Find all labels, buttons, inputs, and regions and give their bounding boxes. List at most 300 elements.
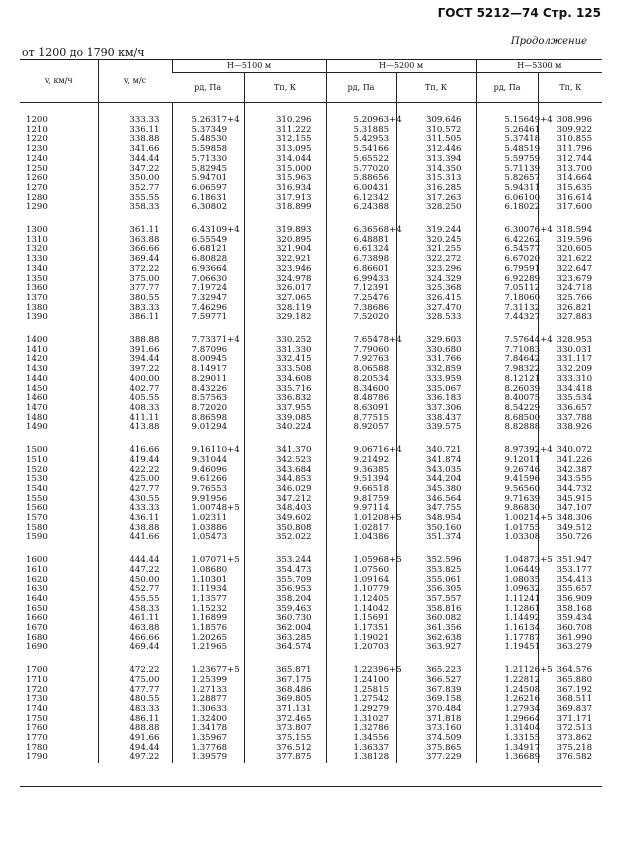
cell-pressure-5100: 5.82945	[172, 165, 244, 175]
cell-temp-5300: 313.700	[538, 165, 602, 175]
cell-pressure-5200: 6.24388	[326, 203, 396, 213]
cell-speed-ms: 477.77	[98, 686, 172, 696]
cell-pressure-5300: 6.18022	[476, 203, 538, 213]
cell-pressure-5100: 1.02311	[172, 514, 244, 524]
cell-speed-kmh: 1530	[26, 474, 48, 485]
table-row	[20, 753, 602, 763]
cell-pressure-5200: 1.07560	[326, 566, 396, 576]
cell-speed-ms: 358.33	[98, 203, 172, 213]
cell-temp-5100: 371.131	[244, 705, 326, 715]
cell-temp-5200: 344.204	[396, 475, 476, 485]
cell-pressure-5300: 1.36689	[476, 753, 538, 763]
cell-speed-kmh: 1240	[26, 153, 48, 164]
cell-speed-kmh: 1760	[26, 723, 48, 734]
cell-temp-5300: 354.413	[538, 576, 602, 586]
cell-temp-5200: 366.527	[396, 676, 476, 686]
cell-temp-5100: 341.370	[244, 446, 326, 456]
cell-pressure-5200: 1.32786	[326, 724, 396, 734]
cell-speed-kmh: 1410	[26, 344, 48, 355]
cell-temp-5100: 358.204	[244, 595, 326, 605]
cell-pressure-5300: 8.82888	[476, 423, 538, 433]
cell-speed-kmh: 1320	[26, 244, 48, 255]
cell-temp-5100: 352.022	[244, 533, 326, 543]
cell-temp-5300: 324.718	[538, 284, 602, 294]
cell-temp-5300: 344.732	[538, 485, 602, 495]
cell-pressure-5200: 8.20534	[326, 375, 396, 385]
cell-temp-5200: 353.825	[396, 566, 476, 576]
cell-temp-5100: 340.224	[244, 423, 326, 433]
cell-speed-kmh: 1590	[26, 532, 48, 543]
cell-temp-5200: 369.158	[396, 695, 476, 705]
cell-speed-ms: 469.44	[98, 643, 172, 653]
cell-pressure-5300: 1.06449	[476, 566, 538, 576]
cell-pressure-5300: 5.37418	[476, 135, 538, 145]
cell-temp-5100: 364.574	[244, 643, 326, 653]
cell-temp-5100: 360.730	[244, 614, 326, 624]
cell-pressure-5100: 1.32400	[172, 715, 244, 725]
cell-speed-ms: 377.77	[98, 284, 172, 294]
cell-speed-kmh: 1730	[26, 694, 48, 705]
cell-temp-5200: 352.596	[396, 556, 476, 566]
cell-temp-5200: 338.437	[396, 414, 476, 424]
cell-temp-5200: 347.755	[396, 504, 476, 514]
cell-speed-kmh: 1420	[26, 354, 48, 365]
cell-speed-ms: 419.44	[98, 456, 172, 466]
col-header-altitude-5100: H—5100 м	[172, 60, 326, 73]
cell-speed-kmh: 1690	[26, 642, 48, 653]
cell-speed-ms: 433.33	[98, 504, 172, 514]
cell-pressure-5100: 6.06597	[172, 184, 244, 194]
cell-pressure-5200: 6.48881	[326, 236, 396, 246]
cell-temp-5200: 355.061	[396, 576, 476, 586]
cell-speed-ms: 413.88	[98, 423, 172, 433]
spacer-cell	[538, 103, 602, 117]
cell-pressure-5300: 5.94311	[476, 184, 538, 194]
cell-temp-5200: 339.575	[396, 423, 476, 433]
cell-temp-5100: 363.285	[244, 634, 326, 644]
cell-pressure-5300: 9.12011	[476, 456, 538, 466]
cell-pressure-5100: 8.72020	[172, 404, 244, 414]
cell-speed-ms: 375.00	[98, 275, 172, 285]
cell-temp-5300: 365.880	[538, 676, 602, 686]
cell-pressure-5100: 1.13577	[172, 595, 244, 605]
cell-pressure-5300: 1.26216	[476, 695, 538, 705]
cell-pressure-5100: 9.31044	[172, 456, 244, 466]
cell-temp-5200: 312.446	[396, 145, 476, 155]
table-row	[20, 643, 602, 653]
cell-pressure-5100: 1.21965	[172, 643, 244, 653]
cell-pressure-5200: 5.54166	[326, 145, 396, 155]
cell-temp-5300: 350.726	[538, 533, 602, 543]
cell-speed-kmh: 1490	[26, 422, 48, 433]
cell-speed-kmh: 1450	[26, 383, 48, 394]
cell-speed-kmh: 1340	[26, 263, 48, 274]
cell-temp-5200: 331.766	[396, 355, 476, 365]
cell-pressure-5300: 1.21126+5	[476, 666, 538, 676]
cell-temp-5100: 322.921	[244, 255, 326, 265]
cell-pressure-5200: 6.73898	[326, 255, 396, 265]
cell-speed-ms: 366.66	[98, 245, 172, 255]
cell-temp-5100: 373.807	[244, 724, 326, 734]
cell-temp-5300: 376.582	[538, 753, 602, 763]
cell-temp-5300: 318.594	[538, 226, 602, 236]
cell-pressure-5100: 1.15232	[172, 605, 244, 615]
cell-pressure-5100: 8.57563	[172, 394, 244, 404]
cell-speed-ms: 422.22	[98, 466, 172, 476]
cell-speed-kmh: 1520	[26, 464, 48, 475]
cell-pressure-5100: 1.35967	[172, 734, 244, 744]
cell-pressure-5200: 8.06588	[326, 365, 396, 375]
table-bottom-rule	[20, 786, 602, 787]
cell-pressure-5300: 1.08035	[476, 576, 538, 586]
cell-temp-5200: 323.296	[396, 265, 476, 275]
cell-temp-5200: 322.272	[396, 255, 476, 265]
cell-pressure-5100: 6.18631	[172, 194, 244, 204]
cell-speed-ms: 438.88	[98, 524, 172, 534]
spacer-cell	[98, 103, 172, 117]
cell-pressure-5200: 7.65478+4	[326, 336, 396, 346]
spacer-cell	[172, 103, 244, 117]
cell-speed-kmh: 1500	[26, 445, 48, 456]
cell-temp-5300: 310.855	[538, 135, 602, 145]
cell-pressure-5100: 7.73371+4	[172, 336, 244, 346]
cell-pressure-5100: 9.76553	[172, 485, 244, 495]
cell-temp-5200: 341.874	[396, 456, 476, 466]
cell-temp-5300: 355.657	[538, 585, 602, 595]
cell-speed-kmh: 1380	[26, 302, 48, 313]
cell-speed-kmh: 1630	[26, 584, 48, 595]
cell-pressure-5300: 1.33155	[476, 734, 538, 744]
cell-temp-5100: 319.893	[244, 226, 326, 236]
cell-pressure-5100: 9.01294	[172, 423, 244, 433]
cell-temp-5300: 373.862	[538, 734, 602, 744]
cell-pressure-5300: 1.12861	[476, 605, 538, 615]
cell-speed-ms: 483.33	[98, 705, 172, 715]
cell-temp-5100: 314.044	[244, 155, 326, 165]
cell-speed-kmh: 1330	[26, 254, 48, 265]
cell-temp-5100: 324.978	[244, 275, 326, 285]
cell-speed-ms: 475.00	[98, 676, 172, 686]
cell-speed-ms: 497.22	[98, 753, 172, 763]
cell-pressure-5100: 6.30802	[172, 203, 244, 213]
cell-pressure-5300: 1.24508	[476, 686, 538, 696]
cell-speed-kmh: 1660	[26, 613, 48, 624]
cell-pressure-5100: 7.46296	[172, 304, 244, 314]
cell-temp-5300: 333.310	[538, 375, 602, 385]
cell-pressure-5100: 1.37768	[172, 744, 244, 754]
cell-temp-5300: 358.168	[538, 605, 602, 615]
cell-temp-5300: 337.788	[538, 414, 602, 424]
cell-temp-5100: 327.065	[244, 294, 326, 304]
cell-speed-kmh: 1480	[26, 412, 48, 423]
cell-temp-5100: 330.252	[244, 336, 326, 346]
cell-temp-5100: 311.222	[244, 126, 326, 136]
cell-temp-5300: 312.744	[538, 155, 602, 165]
cell-temp-5100: 348.403	[244, 504, 326, 514]
cell-temp-5100: 353.244	[244, 556, 326, 566]
col-header-pressure: pд, Па	[476, 73, 538, 103]
cell-pressure-5200: 5.42953	[326, 135, 396, 145]
cell-temp-5200: 324.329	[396, 275, 476, 285]
cell-pressure-5300: 6.67020	[476, 255, 538, 265]
cell-speed-kmh: 1540	[26, 483, 48, 494]
continuation-label: Продолжение	[510, 36, 587, 47]
cell-temp-5100: 346.029	[244, 485, 326, 495]
cell-speed-ms: 472.22	[98, 666, 172, 676]
cell-speed-ms: 466.66	[98, 634, 172, 644]
cell-pressure-5300: 1.34917	[476, 744, 538, 754]
cell-pressure-5300: 6.92289	[476, 275, 538, 285]
cell-pressure-5100: 1.23677+5	[172, 666, 244, 676]
cell-temp-5300: 327.883	[538, 313, 602, 323]
cell-speed-ms: 338.88	[98, 135, 172, 145]
cell-pressure-5100: 9.16110+4	[172, 446, 244, 456]
cell-speed-kmh: 1640	[26, 593, 48, 604]
cell-temp-5300: 338.926	[538, 423, 602, 433]
cell-speed-ms: 494.44	[98, 744, 172, 754]
cell-speed-ms: 344.44	[98, 155, 172, 165]
cell-pressure-5200: 8.92057	[326, 423, 396, 433]
cell-temp-5300: 342.387	[538, 466, 602, 476]
cell-temp-5100: 349.602	[244, 514, 326, 524]
cell-speed-kmh: 1200	[26, 115, 48, 125]
cell-temp-5100: 342.523	[244, 456, 326, 466]
cell-pressure-5100: 1.00748+5	[172, 504, 244, 514]
col-header-temperature: Tп, К	[396, 73, 476, 103]
cell-pressure-5100: 8.00945	[172, 355, 244, 365]
cell-speed-kmh: 1600	[26, 555, 48, 566]
cell-pressure-5300: 1.09632	[476, 585, 538, 595]
cell-speed-kmh: 1470	[26, 402, 48, 413]
cell-speed-kmh: 1400	[26, 335, 48, 346]
cell-pressure-5300: 7.18060	[476, 294, 538, 304]
cell-pressure-5200: 1.15691	[326, 614, 396, 624]
cell-pressure-5200: 5.88656	[326, 174, 396, 184]
cell-temp-5200: 348.954	[396, 514, 476, 524]
cell-temp-5300: 363.279	[538, 643, 602, 653]
cell-speed-ms: 427.77	[98, 485, 172, 495]
cell-pressure-5200: 1.38128	[326, 753, 396, 763]
cell-speed-kmh: 1310	[26, 234, 48, 245]
cell-temp-5100: 315.963	[244, 174, 326, 184]
cell-temp-5100: 367.175	[244, 676, 326, 686]
col-header-speed-ms: v, м/с	[98, 60, 172, 103]
table-row	[20, 533, 602, 543]
cell-temp-5300: 368.511	[538, 695, 602, 705]
cell-pressure-5300: 5.71139	[476, 165, 538, 175]
cell-temp-5300: 359.434	[538, 614, 602, 624]
cell-pressure-5200: 1.20703	[326, 643, 396, 653]
cell-pressure-5300: 7.98322	[476, 365, 538, 375]
cell-pressure-5300: 8.12121	[476, 375, 538, 385]
cell-speed-kmh: 1210	[26, 124, 48, 135]
cell-pressure-5300: 1.00214+5	[476, 514, 538, 524]
cell-speed-ms: 463.88	[98, 624, 172, 634]
cell-pressure-5100: 6.80828	[172, 255, 244, 265]
cell-speed-ms: 333.33	[98, 116, 172, 126]
cell-temp-5300: 323.679	[538, 275, 602, 285]
cell-pressure-5300: 1.27934	[476, 705, 538, 715]
spacer-cell	[244, 103, 326, 117]
cell-speed-ms: 411.11	[98, 414, 172, 424]
cell-pressure-5100: 7.32947	[172, 294, 244, 304]
cell-pressure-5100: 8.14917	[172, 365, 244, 375]
cell-pressure-5100: 1.10301	[172, 576, 244, 586]
cell-temp-5300: 351.947	[538, 556, 602, 566]
cell-temp-5300: 340.072	[538, 446, 602, 456]
cell-temp-5100: 336.832	[244, 394, 326, 404]
cell-temp-5100: 335.716	[244, 385, 326, 395]
cell-temp-5200: 361.356	[396, 624, 476, 634]
cell-temp-5200: 315.313	[396, 174, 476, 184]
cell-speed-ms: 336.11	[98, 126, 172, 136]
cell-temp-5200: 367.839	[396, 686, 476, 696]
cell-pressure-5100: 1.05473	[172, 533, 244, 543]
cell-temp-5300: 325.766	[538, 294, 602, 304]
cell-temp-5200: 340.721	[396, 446, 476, 456]
cell-speed-kmh: 1280	[26, 192, 48, 203]
cell-pressure-5300: 6.42262	[476, 236, 538, 246]
cell-pressure-5200: 7.25476	[326, 294, 396, 304]
cell-temp-5200: 330.680	[396, 346, 476, 356]
cell-temp-5200: 326.415	[396, 294, 476, 304]
cell-speed-ms: 402.77	[98, 385, 172, 395]
cell-pressure-5200: 9.66518	[326, 485, 396, 495]
cell-pressure-5300: 6.06100	[476, 194, 538, 204]
cell-temp-5100: 377.875	[244, 753, 326, 763]
cell-pressure-5200: 8.63091	[326, 404, 396, 414]
cell-pressure-5300: 9.26746	[476, 466, 538, 476]
cell-speed-ms: 361.11	[98, 226, 172, 236]
cell-temp-5300: 332.209	[538, 365, 602, 375]
cell-pressure-5100: 7.06630	[172, 275, 244, 285]
cell-pressure-5300: 5.15649+4	[476, 116, 538, 126]
cell-pressure-5100: 6.68121	[172, 245, 244, 255]
col-header-pressure: pд, Па	[326, 73, 396, 103]
cell-temp-5200: 327.470	[396, 304, 476, 314]
cell-speed-ms: 386.11	[98, 313, 172, 323]
cell-temp-5200: 310.572	[396, 126, 476, 136]
cell-pressure-5300: 1.11241	[476, 595, 538, 605]
cell-speed-kmh: 1430	[26, 364, 48, 375]
cell-temp-5300: 360.708	[538, 624, 602, 634]
cell-pressure-5200: 1.34556	[326, 734, 396, 744]
cell-temp-5300: 320.605	[538, 245, 602, 255]
cell-pressure-5200: 9.81759	[326, 495, 396, 505]
cell-temp-5200: 356.305	[396, 585, 476, 595]
cell-temp-5100: 365.871	[244, 666, 326, 676]
cell-temp-5100: 359.463	[244, 605, 326, 615]
cell-speed-kmh: 1360	[26, 283, 48, 294]
cell-temp-5300: 375.218	[538, 744, 602, 754]
cell-temp-5300: 334.418	[538, 385, 602, 395]
cell-pressure-5200: 7.38686	[326, 304, 396, 314]
cell-pressure-5300: 8.40075	[476, 394, 538, 404]
spacer-cell	[326, 103, 396, 117]
table-row	[20, 423, 602, 433]
cell-temp-5300: 341.226	[538, 456, 602, 466]
cell-pressure-5200: 9.97114	[326, 504, 396, 514]
cell-speed-ms: 450.00	[98, 576, 172, 586]
cell-speed-ms: 341.66	[98, 145, 172, 155]
cell-pressure-5300: 8.68500	[476, 414, 538, 424]
cell-temp-5200: 317.263	[396, 194, 476, 204]
cell-pressure-5200: 1.22396+5	[326, 666, 396, 676]
cell-pressure-5100: 1.03886	[172, 524, 244, 534]
cell-speed-kmh: 1270	[26, 182, 48, 193]
cell-speed-ms: 380.55	[98, 294, 172, 304]
cell-temp-5200: 374.509	[396, 734, 476, 744]
cell-speed-ms: 397.22	[98, 365, 172, 375]
cell-speed-ms: 355.55	[98, 194, 172, 204]
cell-temp-5300: 316.614	[538, 194, 602, 204]
cell-speed-ms: 486.11	[98, 715, 172, 725]
cell-speed-ms: 350.00	[98, 174, 172, 184]
cell-pressure-5200: 6.86601	[326, 265, 396, 275]
cell-pressure-5100: 6.43109+4	[172, 226, 244, 236]
cell-pressure-5100: 5.94701	[172, 174, 244, 184]
cell-temp-5100: 354.473	[244, 566, 326, 576]
cell-pressure-5200: 9.36385	[326, 466, 396, 476]
cell-temp-5200: 371.818	[396, 715, 476, 725]
col-header-temperature: Tп, К	[538, 73, 602, 103]
cell-temp-5300: 330.031	[538, 346, 602, 356]
cell-pressure-5100: 1.25399	[172, 676, 244, 686]
cell-temp-5300: 321.622	[538, 255, 602, 265]
cell-temp-5200: 357.557	[396, 595, 476, 605]
col-header-altitude-5300: H—5300 м	[476, 60, 602, 73]
cell-temp-5200: 309.646	[396, 116, 476, 126]
cell-pressure-5300: 7.44327	[476, 313, 538, 323]
cell-pressure-5200: 1.09164	[326, 576, 396, 586]
cell-temp-5100: 318.899	[244, 203, 326, 213]
cell-pressure-5100: 1.18576	[172, 624, 244, 634]
cell-pressure-5200: 1.24100	[326, 676, 396, 686]
cell-pressure-5200: 9.06716+4	[326, 446, 396, 456]
cell-pressure-5200: 1.14042	[326, 605, 396, 615]
cell-speed-kmh: 1290	[26, 202, 48, 213]
cell-pressure-5300: 1.14492	[476, 614, 538, 624]
cell-temp-5100: 329.182	[244, 313, 326, 323]
cell-pressure-5300: 5.26461	[476, 126, 538, 136]
table-row	[20, 313, 602, 323]
col-header-speed-kmh: v, км/ч	[20, 60, 98, 103]
cell-pressure-5200: 6.36568+4	[326, 226, 396, 236]
cell-temp-5100: 339.085	[244, 414, 326, 424]
cell-speed-ms: 405.55	[98, 394, 172, 404]
cell-temp-5100: 316.934	[244, 184, 326, 194]
cell-pressure-5200: 9.21492	[326, 456, 396, 466]
cell-speed-kmh: 1790	[26, 752, 48, 763]
cell-pressure-5200: 1.25815	[326, 686, 396, 696]
cell-pressure-5100: 7.87096	[172, 346, 244, 356]
cell-pressure-5200: 7.92763	[326, 355, 396, 365]
cell-pressure-5200: 5.77020	[326, 165, 396, 175]
cell-temp-5100: 375.155	[244, 734, 326, 744]
cell-pressure-5100: 1.30633	[172, 705, 244, 715]
cell-temp-5300: 317.600	[538, 203, 602, 213]
cell-temp-5100: 331.330	[244, 346, 326, 356]
cell-pressure-5100: 8.43226	[172, 385, 244, 395]
cell-speed-ms: 444.44	[98, 556, 172, 566]
cell-temp-5300: 319.596	[538, 236, 602, 246]
cell-speed-kmh: 1370	[26, 292, 48, 303]
cell-temp-5100: 321.904	[244, 245, 326, 255]
cell-speed-ms: 388.88	[98, 336, 172, 346]
cell-temp-5300: 345.915	[538, 495, 602, 505]
cell-temp-5200: 325.368	[396, 284, 476, 294]
cell-speed-kmh: 1580	[26, 522, 48, 533]
